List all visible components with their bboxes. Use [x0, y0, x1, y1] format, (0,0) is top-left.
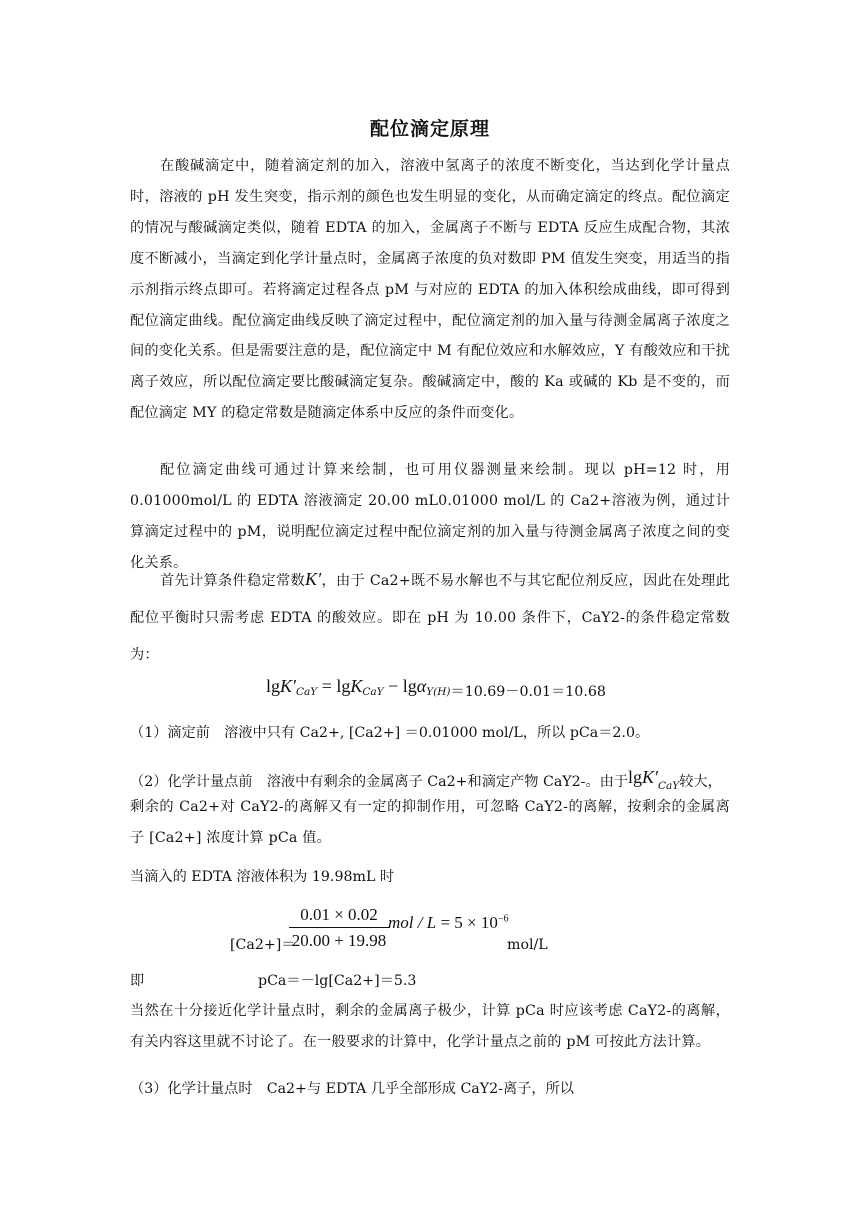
- eq-alpha: α: [416, 676, 427, 696]
- eq-k-prime: K′: [280, 676, 296, 696]
- page-title: 配位滴定原理: [369, 118, 490, 140]
- eq-value: ＝10.69－0.01＝10.68: [450, 684, 606, 700]
- paragraph-intro: 在酸碱滴定中，随着滴定剂的加入，溶液中氢离子的浓度不断变化，当达到化学计量点时，溶液的 pH 发生突变，指示剂的颜色也发生明显的变化，从而确定滴定的终点。配位滴定的情况与酸碱滴定类似，随着 EDTA 的加入，金属离子不断与 EDTA 反应生成配合物，其浓度不断减小，当滴定到化学计量点时，金属离子浓度的负对数即 PM 值发生突变，用适当的指示剂指示终点即可。若将滴定过程各点 pM 与对应的 EDTA 的加入体积绘成曲线，即可得到配位滴定曲线。配位滴定曲线反映了滴定过程中，配位滴定剂的加入量与待测金属离子浓度之间的变化关系。但是需要注意的是，配位滴定中 M 有配位效应和水解效应，Y 有酸效应和干扰离子效应，所以配位滴定要比酸碱滴定复杂。酸碱滴定中，酸的 Ka 或碱的 Kb 是不变的，而配位滴定 MY 的稳定常数是随滴定体系中反应的条件而变化。: [130, 158, 730, 422]
- equation-lgk: [266, 676, 606, 701]
- eq-minus-lg: − lg: [383, 676, 417, 696]
- eq-sub-yh: Y(H): [426, 686, 451, 698]
- text-segment: ，由于 Ca2+既不易水解也不与其它配位剂反应，因此在处理此配位平衡时只需考虑 EDTA 的酸效应。即在 pH 为 10.00 条件下，CaY2-的条件稳定常数为：: [130, 573, 730, 663]
- text-segment: （2）化学计量点前 溶液中有剩余的金属离子 Ca2+和滴定产物 CaY2-。由于: [130, 774, 629, 790]
- eq3-value: pCa＝－lg[Ca2+]＝5.3: [258, 973, 417, 989]
- k-prime-symbol: K′: [305, 569, 322, 589]
- step-before-titration: （1）滴定前 溶液中只有 Ca2+, [Ca2+] ＝0.01000 mol/L，所以 pCa＝2.0。: [130, 725, 650, 741]
- paragraph-conditional-constant: [130, 561, 730, 674]
- eq-mol-per-l: mol / L: [388, 913, 437, 932]
- eq3-label: 即: [130, 973, 145, 989]
- text-segment: 首先计算条件稳定常数: [160, 573, 306, 589]
- eq-k-prime: K′: [642, 767, 658, 787]
- paragraph-curve: 配位滴定曲线可通过计算来绘制，也可用仪器测量来绘制。现以 pH=12 时，用 0.01000mol/L 的 EDTA 溶液滴定 20.00 mL0.01000 mol/L 的 Ca2+溶液为例，通过计算滴定过程中的 pM，说明配位滴定过程中配位滴定剂的加入量与待测金属离子浓度之间的变化关系。: [130, 462, 730, 571]
- eq-lg: lg: [628, 767, 643, 787]
- eq-lg: lg: [266, 676, 281, 696]
- step-at-equivalence: （3）化学计量点时 Ca2+与 EDTA 几乎全部形成 CaY2-离子，所以: [130, 1081, 574, 1097]
- fraction-bar: [289, 927, 389, 928]
- eq-sub-cay-2: CaY: [362, 686, 384, 698]
- eq-k: K: [350, 676, 363, 696]
- paragraph-near-equivalence: 当然在十分接近化学计量点时，剩余的金属离子极少，计算 pCa 时应该考虑 CaY2-的离解，有关内容这里就不讨论了。在一般要求的计算中，化学计量点之前的 pM 可按此方法计算。: [130, 1003, 730, 1050]
- eq-sub-cay: CaY: [658, 780, 680, 792]
- eq-rhs: = 5 × 10: [436, 913, 498, 932]
- eq2-rhs: [388, 913, 509, 933]
- paragraph-excess-ca: 剩余的 Ca2+对 CaY2-的离解又有一定的抑制作用，可忽略 CaY2-的离解，按剩余的金属离子 [Ca2+] 浓度计算 pCa 值。: [130, 799, 730, 846]
- volume-note: 当滴入的 EDTA 溶液体积为 19.98mL 时: [130, 869, 395, 885]
- eq-equals-lg: = lg: [317, 676, 351, 696]
- eq-exponent: −6: [497, 913, 509, 925]
- fraction-denominator: 20.00 + 19.98: [291, 931, 387, 950]
- fraction-numerator: 0.01 × 0.02: [300, 905, 378, 924]
- eq2-prefix: [Ca2+]＝: [230, 937, 296, 953]
- step-before-equivalence: [130, 767, 722, 792]
- eq2-unit: mol/L: [507, 937, 548, 953]
- eq-sub-cay: CaY: [295, 686, 318, 698]
- text-segment: 较大，: [679, 774, 722, 790]
